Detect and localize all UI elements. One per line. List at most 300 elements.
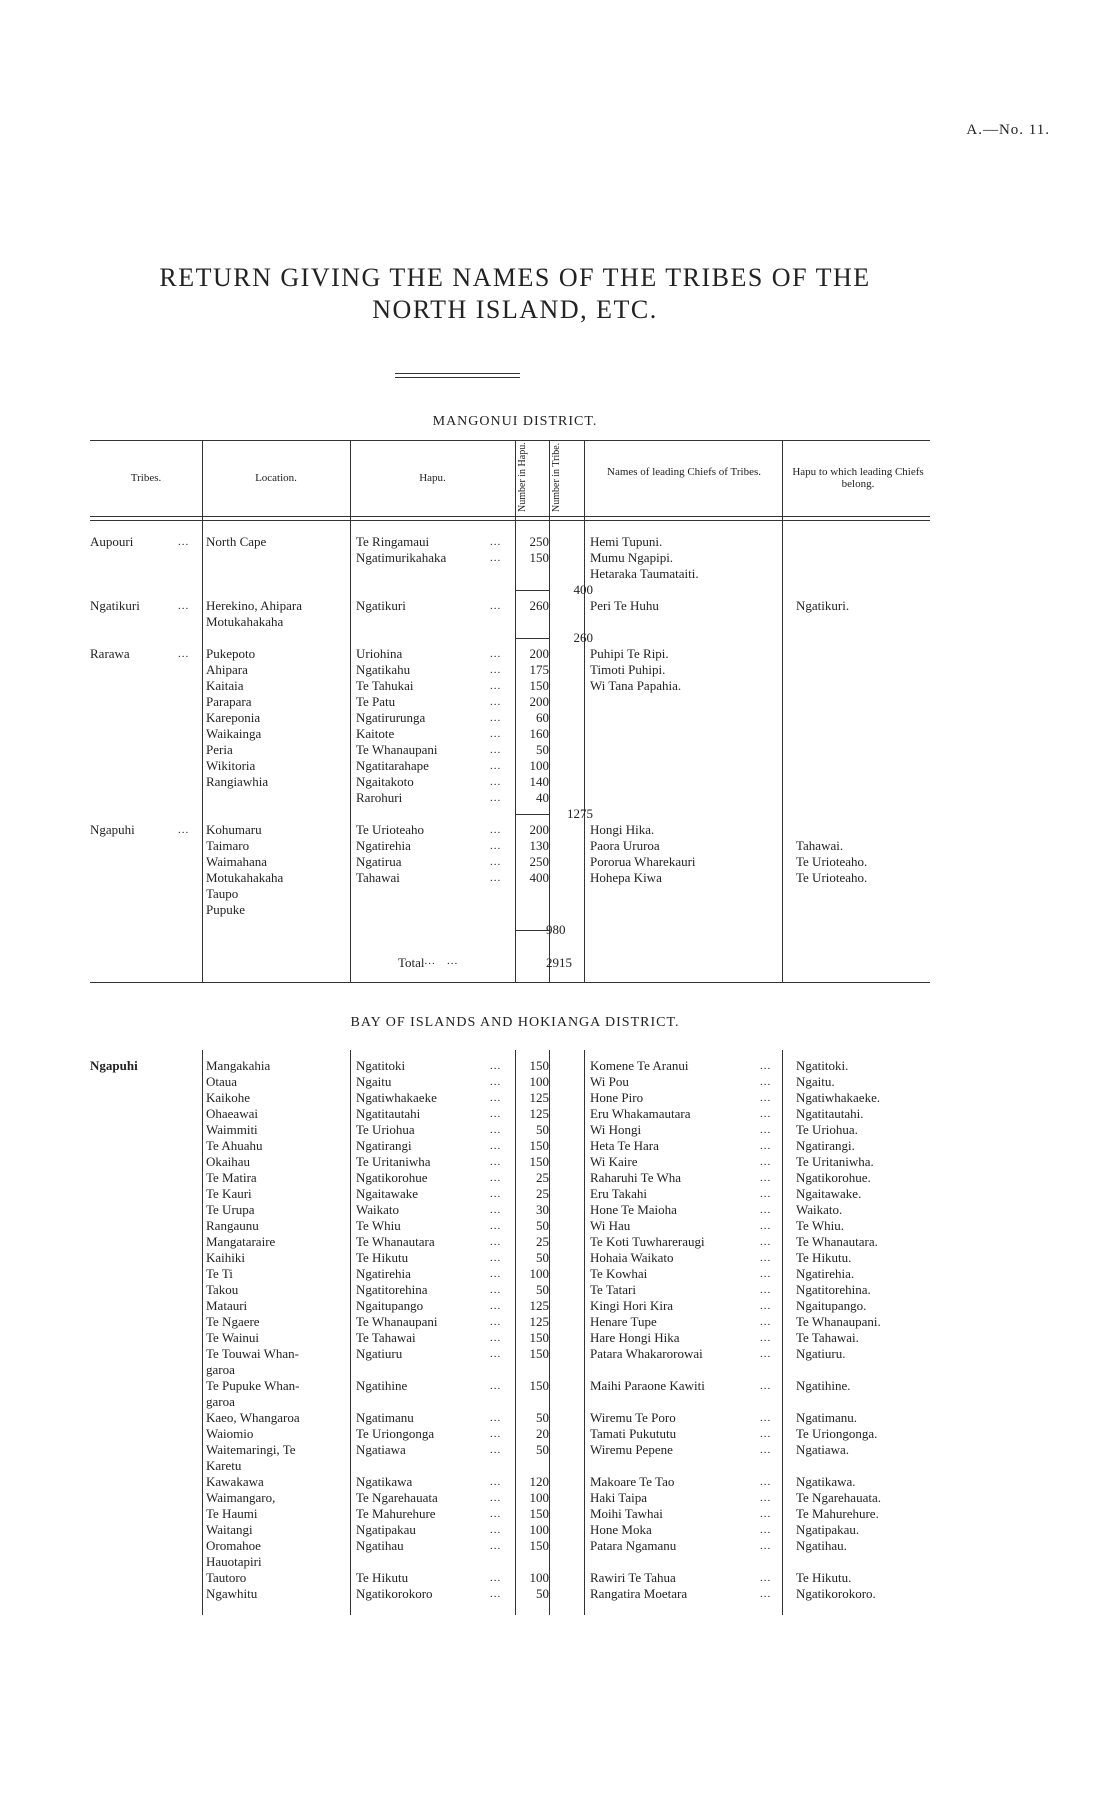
number-in-hapu-cell: 160: [529, 726, 549, 741]
chief-cell: Heta Te Hara: [590, 1138, 659, 1153]
location-cell: Pupuke: [206, 902, 245, 917]
leader-dots: ...: [490, 792, 502, 804]
leader-dots: ...: [490, 1060, 502, 1072]
location-cell: Kaikohe: [206, 1090, 251, 1105]
hapu-cell: Te Urioteaho: [356, 822, 425, 837]
number-in-hapu-cell: 50: [536, 1442, 549, 1457]
number-in-hapu-cell: 125: [529, 1090, 549, 1105]
location-cell: Mangakahia: [206, 1058, 271, 1073]
table-row: [90, 854, 950, 870]
subtotal-rule: [515, 930, 549, 931]
chief-cell: Te Koti Tuwhareraugi: [590, 1234, 705, 1249]
hapu-cell: Te Uriongonga: [356, 1426, 435, 1441]
leader-dots: ...: [760, 1300, 772, 1312]
hapu-cell: Ngatikuri: [356, 598, 406, 613]
chief-hapu-cell: Ngatirangi.: [796, 1138, 855, 1153]
number-in-hapu-cell: 125: [529, 1106, 549, 1121]
chief-hapu-cell: Te Uriohua.: [796, 1122, 858, 1137]
chief-hapu-cell: Te Whiu.: [796, 1218, 844, 1233]
hapu-cell: Ngatiwhakaeke: [356, 1090, 437, 1105]
chief-hapu-cell: Ngatiawa.: [796, 1442, 850, 1457]
chief-cell: Wiremu Pepene: [590, 1442, 673, 1457]
location-cell: Taimaro: [206, 838, 250, 853]
number-in-hapu-cell: 150: [529, 550, 549, 565]
table-row: [90, 534, 950, 550]
table-row: [90, 1154, 950, 1170]
hapu-cell: Tahawai: [356, 870, 400, 885]
chief-hapu-cell: Ngaitupango.: [796, 1298, 867, 1313]
leader-dots: ...: [760, 1476, 772, 1488]
chief-hapu-cell: Te Ngarehauata.: [796, 1490, 881, 1505]
table-row: [90, 1586, 950, 1602]
table-bottom-rule: [90, 982, 930, 983]
header-number-in-hapu: Number in Hapu.: [517, 442, 528, 512]
chief-cell: Te Kowhai: [590, 1266, 648, 1281]
chief-cell: Hemi Tupuni.: [590, 534, 663, 549]
leader-dots: ...: [490, 1188, 502, 1200]
leader-dots: ...: [490, 760, 502, 772]
number-in-tribe-cell: 1275: [567, 806, 593, 821]
chief-hapu-cell: Ngatimanu.: [796, 1410, 858, 1425]
number-in-hapu-cell: 125: [529, 1314, 549, 1329]
location-cell: Te Haumi: [206, 1506, 258, 1521]
leader-dots: ...: [490, 680, 502, 692]
hapu-cell: Ngatihine: [356, 1378, 408, 1393]
chief-hapu-cell: Te Urioteaho.: [796, 854, 868, 869]
leader-dots: ...: [760, 1380, 772, 1392]
chief-cell: Raharuhi Te Wha: [590, 1170, 682, 1185]
leader-dots: ...: [760, 1428, 772, 1440]
hapu-cell: Ngatitorehina: [356, 1282, 428, 1297]
table-row: [90, 1122, 950, 1138]
hapu-cell: Te Tahawai: [356, 1330, 416, 1345]
number-in-hapu-cell: 50: [536, 1410, 549, 1425]
chief-hapu-cell: Ngatitorehina.: [796, 1282, 871, 1297]
header-hapu: Hapu.: [419, 472, 446, 484]
header-chiefs: Names of leading Chiefs of Tribes.: [607, 466, 761, 478]
leader-dots: ...: [490, 1428, 502, 1440]
chief-hapu-cell: Te Hikutu.: [796, 1570, 852, 1585]
leader-dots: ...: [490, 1140, 502, 1152]
location-cell: Te Urupa: [206, 1202, 255, 1217]
chief-cell: Rangatira Moetara: [590, 1586, 688, 1601]
leader-dots: ...: [490, 1508, 502, 1520]
leader-dots: ...: [760, 1348, 772, 1360]
chief-hapu-cell: Ngatipakau.: [796, 1522, 860, 1537]
table-row: [90, 1554, 950, 1570]
leader-dots: ...: [490, 1076, 502, 1088]
title-rule-top: [395, 373, 520, 374]
location-cell: Waiomio: [206, 1426, 254, 1441]
leader-dots: ...: [760, 1172, 772, 1184]
location-cell: Mangataraire: [206, 1234, 276, 1249]
table-row: [90, 1186, 950, 1202]
location-cell: Ohaeawai: [206, 1106, 258, 1121]
location-cell: Waitangi: [206, 1522, 253, 1537]
leader-dots: ...: [490, 1476, 502, 1488]
location-cell: Kaitaia: [206, 678, 244, 693]
hapu-cell: Ngatimurikahaka: [356, 550, 447, 565]
leader-dots: ...: [490, 1220, 502, 1232]
table-row: [90, 1394, 950, 1410]
hapu-cell: Te Whiu: [356, 1218, 401, 1233]
number-in-tribe-cell: 400: [573, 582, 593, 597]
table-row: [90, 1282, 950, 1298]
table-row: [90, 1442, 950, 1458]
number-in-hapu-cell: 50: [536, 1586, 549, 1601]
leader-dots: ...: [760, 1220, 772, 1232]
location-cell: Kohumaru: [206, 822, 262, 837]
leader-dots: ...: [490, 1156, 502, 1168]
tribe-cell: Ngatikuri: [90, 598, 140, 613]
leader-dots: ...: [760, 1188, 772, 1200]
chief-cell: Haki Taipa: [590, 1490, 647, 1505]
number-in-hapu-cell: 100: [529, 1074, 549, 1089]
location-cell: Takou: [206, 1282, 239, 1297]
leader-dots: ...: [760, 1268, 772, 1280]
number-in-hapu-cell: 130: [529, 838, 549, 853]
table-row: [90, 838, 950, 854]
table-row: [90, 614, 950, 630]
table-row: [90, 1362, 950, 1378]
hapu-cell: Ngaitakoto: [356, 774, 414, 789]
header-bottom-rule-2: [90, 520, 930, 521]
table-row: [90, 662, 950, 678]
location-cell: Pukepoto: [206, 646, 256, 661]
number-in-hapu-cell: 200: [529, 646, 549, 661]
number-in-hapu-cell: 100: [529, 1522, 549, 1537]
number-in-hapu-cell: 50: [536, 1282, 549, 1297]
leader-dots: ...: [760, 1092, 772, 1104]
leader-dots: ...: [760, 1572, 772, 1584]
number-in-hapu-cell: 30: [536, 1202, 549, 1217]
location-cell: Waikainga: [206, 726, 262, 741]
chief-hapu-cell: Ngatikorokoro.: [796, 1586, 876, 1601]
chief-cell: Maihi Paraone Kawiti: [590, 1378, 705, 1393]
subtotal-rule: [515, 638, 549, 639]
table-row: [90, 1298, 950, 1314]
hapu-cell: Te Tahukai: [356, 678, 414, 693]
hapu-cell: Rarohuri: [356, 790, 403, 805]
chief-cell: Hare Hongi Hika: [590, 1330, 680, 1345]
chief-cell: Komene Te Aranui: [590, 1058, 689, 1073]
leader-dots: ...: [490, 1348, 502, 1360]
tribe-cell: Ngapuhi: [90, 822, 135, 837]
leader-dots: ...: [490, 648, 502, 660]
leader-dots: ...: [760, 1076, 772, 1088]
hapu-cell: Ngatipakau: [356, 1522, 416, 1537]
hapu-cell: Ngaitu: [356, 1074, 392, 1089]
hapu-cell: Kaitote: [356, 726, 395, 741]
table-row: [90, 1474, 950, 1490]
number-in-hapu-cell: 25: [536, 1186, 549, 1201]
table-row: [90, 1522, 950, 1538]
hapu-cell: Ngatimanu: [356, 1410, 414, 1425]
chief-hapu-cell: Ngatikawa.: [796, 1474, 856, 1489]
leader-dots: ...: [760, 1204, 772, 1216]
hapu-cell: Ngatirangi: [356, 1138, 412, 1153]
number-in-hapu-cell: 100: [529, 1570, 549, 1585]
number-in-hapu-cell: 250: [529, 534, 549, 549]
number-in-hapu-cell: 260: [529, 598, 549, 613]
leader-dots: ...: [760, 1316, 772, 1328]
leader-dots: ...: [490, 1412, 502, 1424]
location-cell: Te Matira: [206, 1170, 257, 1185]
leader-dots: ...: [490, 600, 502, 612]
number-in-hapu-cell: 200: [529, 694, 549, 709]
chief-cell: Puhipi Te Ripi.: [590, 646, 669, 661]
hapu-cell: Ngatitarahape: [356, 758, 429, 773]
leader-dots: ...: [490, 1108, 502, 1120]
hapu-cell: Ngaitawake: [356, 1186, 419, 1201]
header-number-in-tribe: Number in Tribe.: [551, 442, 562, 512]
leader-dots: ...: [490, 1092, 502, 1104]
table-row: [90, 1330, 950, 1346]
table-row: [90, 1074, 950, 1090]
chief-hapu-cell: Te Tahawai.: [796, 1330, 859, 1345]
table-row: [90, 694, 950, 710]
leader-dots: ...: [760, 1284, 772, 1296]
leader-dots: ...: [490, 552, 502, 564]
leader-dots: ...: [490, 824, 502, 836]
page-title: [100, 262, 930, 326]
location-cell: Kaihiki: [206, 1250, 245, 1265]
chief-hapu-cell: Ngaitu.: [796, 1074, 835, 1089]
subtotal-rule: [515, 814, 549, 815]
number-in-hapu-cell: 50: [536, 1218, 549, 1233]
location-cell: Te Ngaere: [206, 1314, 260, 1329]
number-in-hapu-cell: 60: [536, 710, 549, 725]
leader-dots: ...: [490, 1268, 502, 1280]
hapu-cell: Ngatiuru: [356, 1346, 403, 1361]
chief-hapu-cell: Tahawai.: [796, 838, 844, 853]
location-cell: Rangiawhia: [206, 774, 269, 789]
leader-dots: ...: [490, 1540, 502, 1552]
number-in-tribe-cell: 260: [573, 630, 593, 645]
table-row: [90, 1058, 950, 1074]
chief-hapu-cell: Te Hikutu.: [796, 1250, 852, 1265]
number-in-hapu-cell: 175: [529, 662, 549, 677]
chief-cell: Patara Whakarorowai: [590, 1346, 703, 1361]
chief-cell: Hone Te Maioha: [590, 1202, 677, 1217]
title-line-1: RETURN GIVING THE NAMES OF THE TRIBES OF THE: [159, 263, 871, 292]
table-row: [90, 1506, 950, 1522]
table-row: [90, 742, 950, 758]
hapu-cell: Te Uritaniwha: [356, 1154, 431, 1169]
leader-dots: ...: [178, 824, 190, 836]
chief-cell: Eru Whakamautara: [590, 1106, 691, 1121]
number-in-hapu-cell: 140: [529, 774, 549, 789]
table-row: [90, 1410, 950, 1426]
leader-dots: ...: [490, 1380, 502, 1392]
location-cell: Ahipara: [206, 662, 248, 677]
header-bottom-rule: [90, 516, 930, 517]
leader-dots: ...: [490, 1284, 502, 1296]
tribe-name: Ngapuhi: [90, 1058, 138, 1073]
table-row: [90, 1538, 950, 1554]
chief-hapu-cell: Ngatitautahi.: [796, 1106, 864, 1121]
table-row: [90, 1346, 950, 1362]
location-cell: Waimahana: [206, 854, 268, 869]
leader-dots: ...: [760, 1236, 772, 1248]
table-row: [90, 902, 950, 918]
table-row: [90, 1314, 950, 1330]
number-in-hapu-cell: 150: [529, 1154, 549, 1169]
mangonui-district-heading: MANGONUI DISTRICT.: [432, 414, 598, 429]
location-cell: Te Touwai Whan-: [206, 1346, 300, 1361]
table-row: [90, 1458, 950, 1474]
number-in-hapu-cell: 25: [536, 1170, 549, 1185]
location-cell: Peria: [206, 742, 233, 757]
hapu-cell: Ngaitupango: [356, 1298, 424, 1313]
table-row: [90, 1266, 950, 1282]
table-top-rule: [90, 440, 930, 441]
hapu-cell: Ngatikorokoro: [356, 1586, 433, 1601]
header-tribes: Tribes.: [130, 472, 162, 484]
number-in-hapu-cell: 150: [529, 1138, 549, 1153]
leader-dots: ...: [490, 1524, 502, 1536]
subtotal-rule: [515, 590, 549, 591]
hapu-cell: Ngatirehia: [356, 838, 411, 853]
chief-hapu-cell: Ngatiuru.: [796, 1346, 846, 1361]
title-rule-bottom: [395, 377, 520, 378]
tribe-cell: Aupouri: [90, 534, 134, 549]
hapu-cell: Te Uriohua: [356, 1122, 415, 1137]
leader-dots: ...: [490, 696, 502, 708]
table-row: [90, 1570, 950, 1586]
leader-dots: ...: [490, 1316, 502, 1328]
table-row: [90, 1202, 950, 1218]
hapu-cell: Te Ngarehauata: [356, 1490, 438, 1505]
chief-hapu-cell: Te Whanautara.: [796, 1234, 878, 1249]
leader-dots: ...: [760, 1332, 772, 1344]
location-cell: Oromahoe: [206, 1538, 261, 1553]
chief-cell: Hohepa Kiwa: [590, 870, 662, 885]
location-cell: Karetu: [206, 1458, 242, 1473]
page-reference: A.—No. 11.: [966, 122, 1050, 138]
number-in-hapu-cell: 20: [536, 1426, 549, 1441]
location-cell: Waimangaro,: [206, 1490, 276, 1505]
chief-cell: Eru Takahi: [590, 1186, 647, 1201]
chief-hapu-cell: Waikato.: [796, 1202, 843, 1217]
chief-cell: Tamati Pukututu: [590, 1426, 677, 1441]
table-row: [90, 1234, 950, 1250]
leader-dots: ...: [178, 648, 190, 660]
number-in-hapu-cell: 150: [529, 1538, 549, 1553]
chief-hapu-cell: Ngatikorohue.: [796, 1170, 871, 1185]
leader-dots: ...: [490, 872, 502, 884]
chief-cell: Wi Pou: [590, 1074, 629, 1089]
leader-dots: ...: [490, 1572, 502, 1584]
number-in-hapu-cell: 250: [529, 854, 549, 869]
chief-cell: Patara Ngamanu: [590, 1538, 677, 1553]
leader-dots: ...: [490, 1252, 502, 1264]
hapu-cell: Uriohina: [356, 646, 403, 661]
leader-dots: ...: [760, 1508, 772, 1520]
table-row: [90, 790, 950, 806]
chief-cell: Wi Hau: [590, 1218, 631, 1233]
hapu-cell: Te Whanaupani: [356, 1314, 438, 1329]
leader-dots: ...: [760, 1156, 772, 1168]
number-in-hapu-cell: 50: [536, 1250, 549, 1265]
chief-cell: Mumu Ngapipi.: [590, 550, 674, 565]
table-row: [90, 1490, 950, 1506]
location-cell: Herekino, Ahipara: [206, 598, 303, 613]
hapu-cell: Ngatikawa: [356, 1474, 413, 1489]
number-in-hapu-cell: 150: [529, 1346, 549, 1361]
header-chief-hapu: Hapu to which leading Chiefs belong.: [792, 466, 924, 490]
leader-dots: ...: [490, 1300, 502, 1312]
chief-cell: Henare Tupe: [590, 1314, 657, 1329]
location-cell: Kaeo, Whangaroa: [206, 1410, 300, 1425]
leader-dots: ...: [760, 1492, 772, 1504]
hapu-cell: Ngatikorohue: [356, 1170, 428, 1185]
table-row: [90, 678, 950, 694]
table-row: [90, 726, 950, 742]
leader-dots: ...: [760, 1108, 772, 1120]
table-row: [90, 1378, 950, 1394]
leader-dots: ...: [490, 1492, 502, 1504]
number-in-hapu-cell: 125: [529, 1298, 549, 1313]
number-in-hapu-cell: 150: [529, 678, 549, 693]
location-cell: Ngawhitu: [206, 1586, 258, 1601]
location-cell: Parapara: [206, 694, 252, 709]
location-cell: Waimmiti: [206, 1122, 258, 1137]
number-in-hapu-cell: 50: [536, 742, 549, 757]
location-cell: Kawakawa: [206, 1474, 264, 1489]
leader-dots: ...: [490, 1236, 502, 1248]
leader-dots: ...: [490, 744, 502, 756]
leader-dots: ...: [760, 1060, 772, 1072]
leader-dots: ...: [490, 1124, 502, 1136]
location-cell: Te Ti: [206, 1266, 233, 1281]
leader-dots: ...: [760, 1124, 772, 1136]
number-in-hapu-cell: 100: [529, 758, 549, 773]
chief-cell: Wi Hongi: [590, 1122, 642, 1137]
table-row: [90, 1250, 950, 1266]
hapu-cell: Ngatihau: [356, 1538, 404, 1553]
table-row: [90, 1170, 950, 1186]
chief-hapu-cell: Ngatitoki.: [796, 1058, 849, 1073]
chief-hapu-cell: Te Uritaniwha.: [796, 1154, 874, 1169]
location-cell: Waitemaringi, Te: [206, 1442, 296, 1457]
chief-cell: Pororua Wharekauri: [590, 854, 696, 869]
chief-cell: Wiremu Te Poro: [590, 1410, 676, 1425]
chief-hapu-cell: Ngatihau.: [796, 1538, 847, 1553]
location-cell: Okaihau: [206, 1154, 251, 1169]
table-row: [90, 1106, 950, 1122]
title-line-2: NORTH ISLAND, ETC.: [372, 295, 658, 324]
location-cell: Motukahakaha: [206, 870, 284, 885]
leader-dots: ...: [490, 712, 502, 724]
table-row: [90, 710, 950, 726]
chief-cell: Hongi Hika.: [590, 822, 655, 837]
table-row: [90, 774, 950, 790]
number-in-hapu-cell: 150: [529, 1330, 549, 1345]
chief-hapu-cell: Ngatikuri.: [796, 598, 850, 613]
leader-dots: ...: [490, 1332, 502, 1344]
location-cell: North Cape: [206, 534, 267, 549]
leader-dots: ...: [490, 1172, 502, 1184]
chief-cell: Kingi Hori Kira: [590, 1298, 674, 1313]
location-cell: Matauri: [206, 1298, 248, 1313]
number-in-hapu-cell: 50: [536, 1122, 549, 1137]
chief-cell: Paora Ururoa: [590, 838, 660, 853]
leader-dots: ...: [490, 1588, 502, 1600]
location-cell: garoa: [206, 1362, 235, 1377]
leader-dots: ...: [760, 1540, 772, 1552]
number-in-hapu-cell: 150: [529, 1058, 549, 1073]
